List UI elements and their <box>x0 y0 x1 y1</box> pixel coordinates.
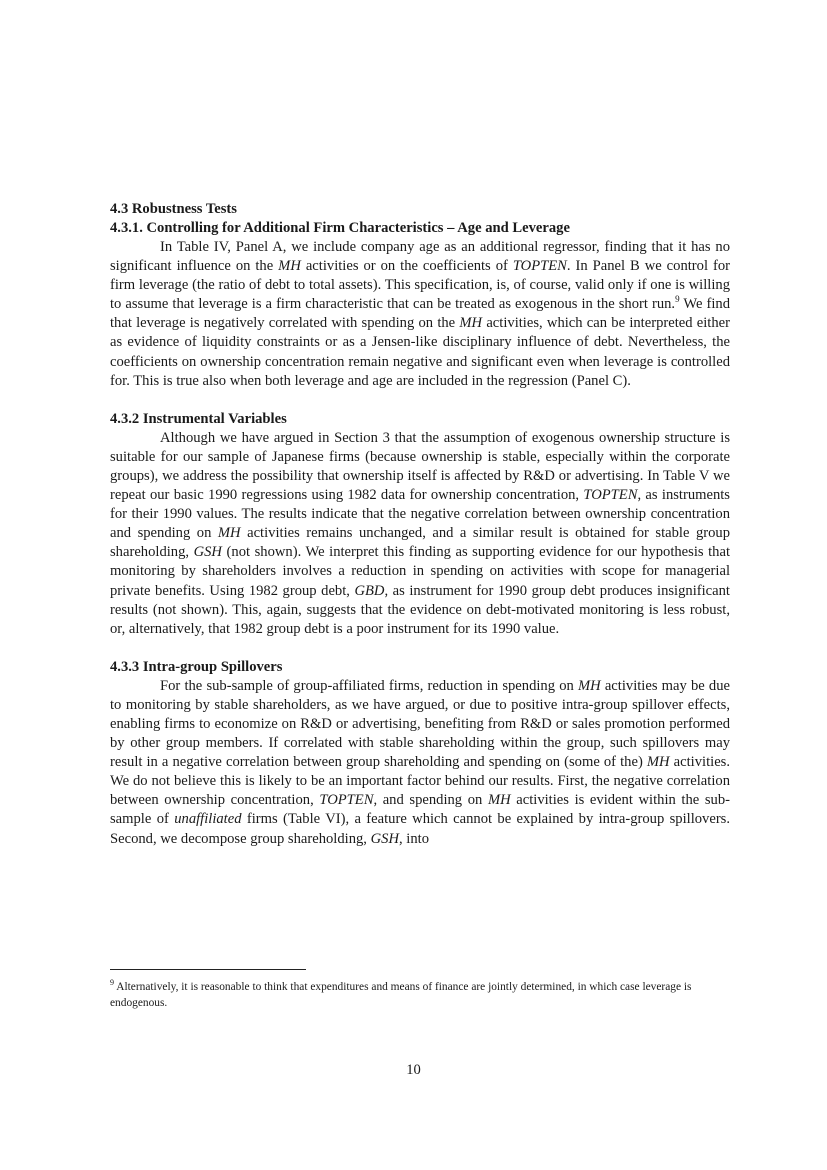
paragraph: In Table IV, Panel A, we include company age as an additional regressor, finding that it has no significant influence on the MH activities or on the coefficients of TOPTEN. In Panel B we control for firm leverage (the ratio of debt to total assets). This specification, is, of course, valid only if one is willing to assume that leverage is a firm characteristic that can be treated as exogenous in the short run.$^9$ We find that leverage is negatively correlated with spending on the MH activities, which can be interpreted either as evidence of liquidity constraints or as a Jensen-like disciplinary influence of debt. Nevertheless, the coefficients on ownership concentration remain negative and significant even when leverage is controlled for. This is true also when both leverage and age are included in the regression (Panel C). <box>110 239 731 389</box>
footnote-ref: 9 <box>675 294 680 305</box>
subsection-heading: 4.3.2 Instrumental Variables <box>110 410 287 427</box>
subsection-heading: 4.3.1. Controlling for Additional Firm Characteristics – Age and Leverage <box>110 220 570 236</box>
footnote-mark: 9 <box>110 978 114 988</box>
footnote: $^9$ Alternatively, it is reasonable to think that expenditures and means of finance are jointly determined, in which case leverage is endogenous. <box>110 978 692 1009</box>
subsection-heading: 4.3.3 Intra-group Spillovers <box>110 658 283 675</box>
paragraph: Although we have argued in Section 3 that the assumption of exogenous ownership structure is suitable for our sample of Japanese firms (because ownership is stable, especially within the corporate groups), we address the possibility that ownership itself is affected by R&D or advertising. In Table V we repeat our basic 1990 regressions using 1982 data for ownership concentration, TOPTEN, as instruments for their 1990 values. The results indicate that the negative correlation between ownership concentration and spending on MH activities remains unchanged, and a similar result is obtained for stable group shareholding, GSH (not shown). We interpret this finding as supporting evidence for our hypothesis that monitoring by shareholders involves a reduction in spending on activities with scope for managerial private benefits. Using 1982 group debt, GBD, as instrument for 1990 group debt produces insignificant results (not shown). This, again, suggests that the evidence on debt-motivated monitoring is less robust, or, alternatively, that 1982 group debt is a poor instrument for its 1990 value. <box>110 429 730 637</box>
paragraph: For the sub-sample of group-affiliated firms, reduction in spending on MH activities may be due to monitoring by stable shareholders, as we have argued, or due to positive intra-group spillover effects, enabling firms to economize on R&D or advertising, benefiting from R&D or sales promotion performed by other group members. If correlated with stable shareholding within the group, such spillovers may result in a negative correlation between group shareholding and spending on (some of the) MH activities. We do not believe this is likely to be an important factor behind our results. First, the negative correlation between ownership concentration, TOPTEN, and spending on MH activities is evident within the sub-sample of unaffiliated firms (Table VI), a feature which cannot be explained by intra-group spillovers. Second, we decompose group shareholding, GSH, into <box>110 677 731 847</box>
section-heading: 4.3 Robustness Tests <box>110 201 237 217</box>
footnote-divider <box>110 969 306 970</box>
page-body <box>110 200 730 849</box>
page-number: 10 <box>406 1062 421 1078</box>
